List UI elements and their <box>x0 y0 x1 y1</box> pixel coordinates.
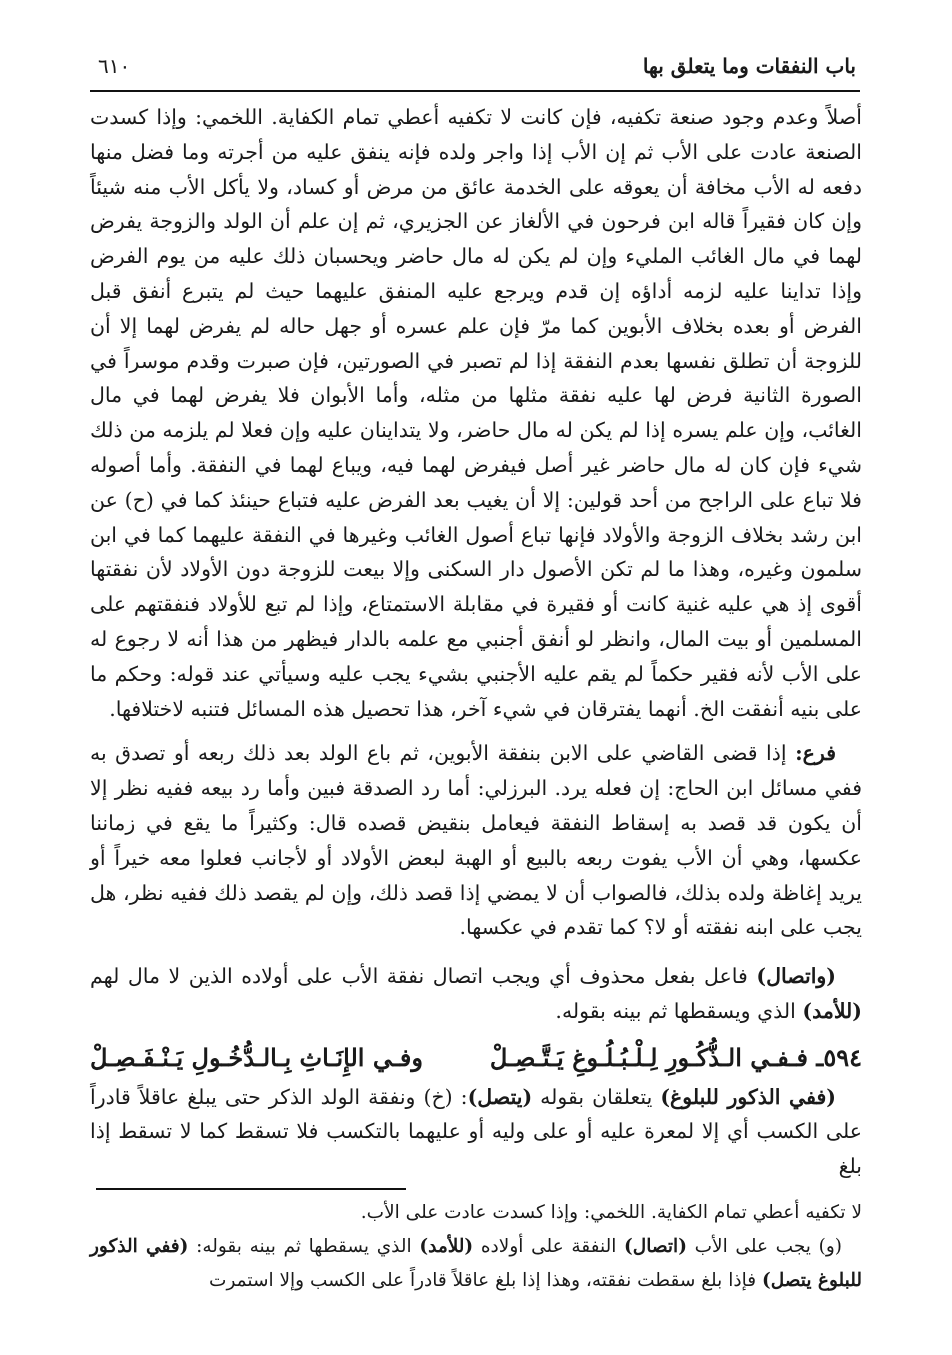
page-number: ٦١٠ <box>98 54 131 78</box>
paragraph-3 <box>90 959 862 1029</box>
term-dhukur: (ففي الذكور للبلوغ) <box>660 1084 836 1109</box>
verse-part-1: فـفـي الـذُّكُـورِ لِـلْـبُـلُـوغِ يَـتَّـصِـلْ <box>489 1042 808 1072</box>
footnote-2-text-b: النفقة على أولاده <box>473 1236 625 1257</box>
term-yattasil: (يتصل) <box>467 1084 533 1109</box>
term-ittisal: (واتصال) <box>756 964 836 989</box>
page-header <box>98 38 856 78</box>
paragraph-3-text-a: فاعل بفعل محذوف أي ويجب اتصال نفقة الأب على أولاده الذين لا مال لهم <box>90 964 757 989</box>
term-lilamad: (للأمد) <box>802 998 862 1023</box>
chapter-title: باب النفقات وما يتعلق بها <box>642 54 856 78</box>
footnote-2-text-d: فإذا بلغ سقطت نفقته، وهذا إذا بلغ عاقلاً قادراً على الكسب وإلا استمرت <box>209 1270 762 1291</box>
verse-first-hemistich <box>490 1041 862 1076</box>
footnotes <box>90 1196 862 1298</box>
footnote-rule <box>96 1188 406 1190</box>
verse-number: ٥٩٤ـ <box>816 1042 862 1072</box>
header-rule <box>90 90 860 92</box>
footnote-term-ittisal: (اتصال) <box>624 1236 687 1257</box>
verse-594 <box>90 1041 862 1076</box>
footnote-2-text-c: الذي يسقطها ثم بينه بقوله: <box>188 1236 420 1257</box>
paragraph-2-text: إذا قضى القاضي على الابن بنفقة الأبوين، ثم باع الولد بعد ذلك ربعه أو تصدق به ففي مسائل ابن الحاج: إن فعله يرد. البرزلي: أما رد الصدقة فبين وأما رد بيعه ففيه نظر إلا أن يكون قد قصد به إسقاط النفقة فيعامل بنقيض قصده قال: وكثيراً ما يقع في زماننا عكسها، وهي أن الأب يفوت ربعه بالبيع أو الهبة لبعض الأولاد أو لأجانب فعلوا معه خيراً أو يريد إغاظة ولده بذلك، فالصواب أن لا يمضي إذا قصد ذلك، وإن لم يقصد ذلك ففيه نظر، هل يجب على ابنه نفقته أو لا؟ كما تقدم في عكسها. <box>90 741 862 940</box>
verse-part-2: وفـي الإِنَـاثِ بِـالـدُّخُـولِ يَـنْـفَـصِـلْ <box>90 1042 423 1072</box>
footnote-2 <box>90 1230 862 1298</box>
paragraph-3-text-b: الذي ويسقطها ثم بينه بقوله. <box>555 998 803 1023</box>
footnote-term-lilamad: (للأمد) <box>419 1236 474 1257</box>
paragraph-4-text-b: : (خ) ونفقة الولد الذكر حتى يبلغ عاقلاً قادراً على الكسب أي إلا لمعرة عليه أو على وليه أو عليهما بالتكسب فلا تسقط كما لا تسقط إذا بلغ <box>90 1084 862 1179</box>
footnote-2-text-a: (و) يجب على الأب <box>686 1236 842 1257</box>
branch-label: فرع: <box>795 741 836 766</box>
paragraph-4 <box>90 1080 862 1184</box>
main-text <box>90 100 862 1184</box>
paragraph-1: أصلاً وعدم وجود صنعة تكفيه، فإن كانت لا تكفيه أعطي تمام الكفاية. اللخمي: وإذا كسدت الصنعة عادت على الأب ثم إن الأب إذا واجر ولده فإنه ينفق عليه من أجرته وما فضل منها دفعه له الأب مخافة أن يعوقه على الخدمة عائق من مرض أو كساد، ولا يأكل الأب منه شيئاً وإن كان فقيراً قاله ابن فرحون في الألغاز عن الجزيري، ثم إن علم أن الولد والزوجة يفرض لهما في مال الغائب المليء وإن لم يكن له مال حاضر ويحسبان ذلك عليه من يوم الفرض وإذا تداينا عليه لزمه أداؤه إن قدم ويرجع عليه المنفق عليهما حيث لم يتبرع أنفق قبل الفرض أو بعده بخلاف الأبوين كما مرّ فإن علم عسره أو جهل حاله لم يفرض لهما إلا أن للزوجة أن تطلق نفسها بعدم النفقة إذا لم تصبر في الصورتين، فإن صبرت وقدم موسراً في الصورة الثانية فرض لها عليه نفقة مثلها من مثله، وأما الأبوان فلا يفرض لهما في مال الغائب، وإن علم يسره إذا لم يكن له مال حاضر، ولا يتداينان عليه وإن فعلا لم يلزمه من ذلك شيء فإن كان له مال حاضر غير أصل فيفرض لهما فيه، ويباع لهما في النفقة. وأما أصوله فلا تباع على الراجح من أحد قولين: إلا أن يغيب بعد الفرض عليه فتباع حينئذ كما في (ح) عن ابن رشد بخلاف الزوجة والأولاد فإنها تباع أصول الغائب وغيرها في النفقة عليهما كما في ابن سلمون وغيره، وهذا ما لم تكن الأصول دار السكنى وإلا بيعت للزوجة دون الأولاد لأن نفقتها أقوى إذ هي عليه غنية كانت أو فقيرة في مقابلة الاستمتاع، وإذا لم تبع للأولاد فنفقتهم على المسلمين أو بيت المال، وانظر لو أنفق أجنبي مع علمه بالدار فيظهر من هذا أنه لا رجوع له على الأب لأنه فقير حكماً لم يقم عليه الأجنبي بشيء يجب عليه وسيأتي عند قوله: وحكم ما على بنيه أنفقت الخ. أنهما يفترقان في شيء آخر، هذا تحصيل هذه المسائل فتنبه لاختلافها. <box>90 105 862 721</box>
footnote-term-dhukur: (ففي الذكور للبلوغ يتصل) <box>90 1236 862 1291</box>
footnote-line-1: لا تكفيه أعطي تمام الكفاية. اللخمي: وإذا كسدت عادت على الأب. <box>360 1202 862 1223</box>
paragraph-4-text-a: يتعلقان بقوله <box>532 1084 661 1109</box>
paragraph-2 <box>90 736 862 945</box>
